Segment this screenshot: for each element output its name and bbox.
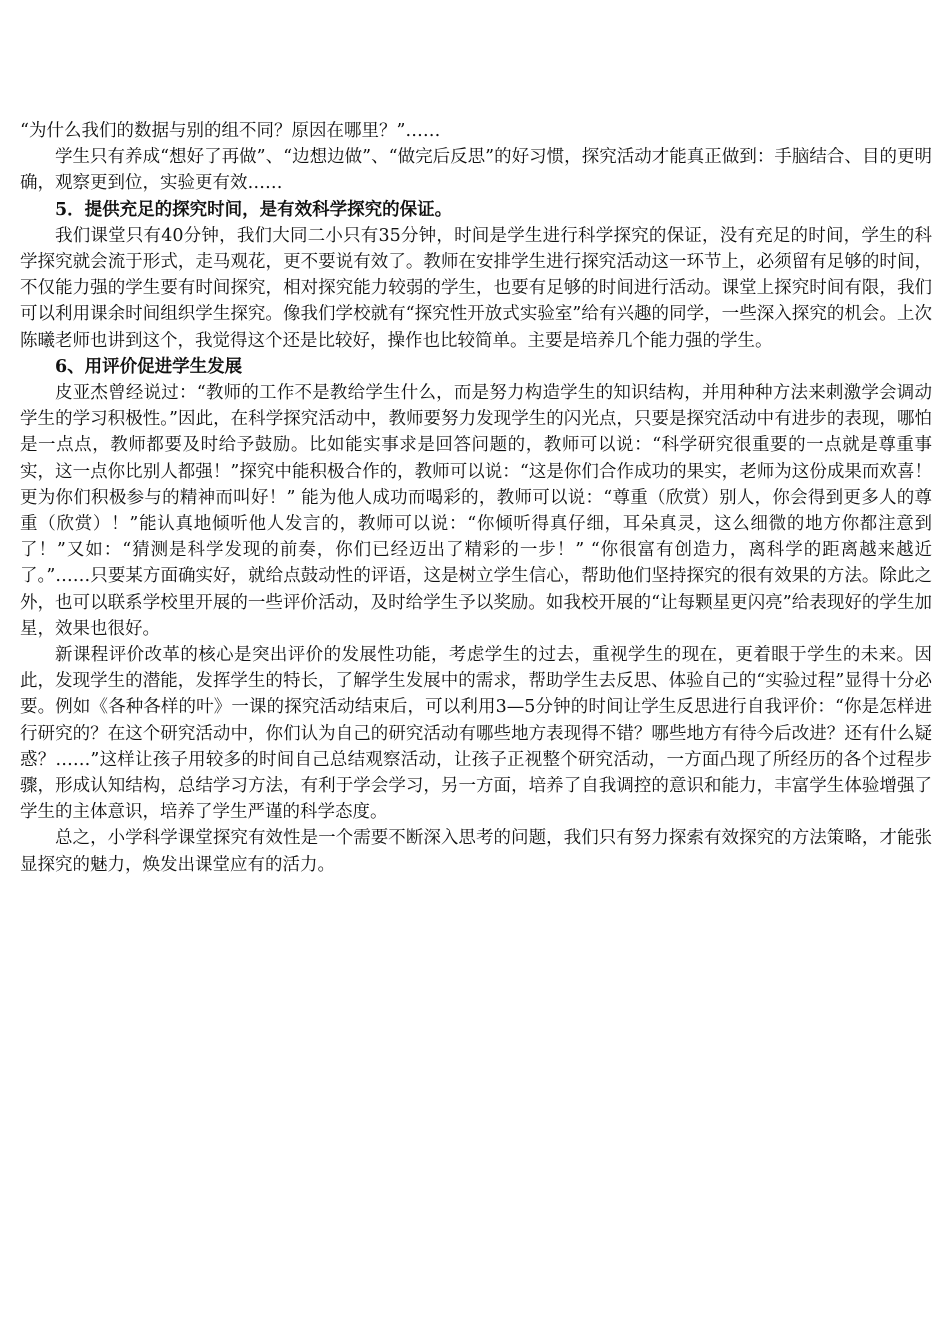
paragraph-conclusion: 总之，小学科学课堂探究有效性是一个需要不断深入思考的问题，我们只有努力探索有效探究的方法策略，才能张显探究的魅力，焕发出课堂应有的活力。 — [20, 828, 932, 875]
section-heading-5: 5．提供充足的探究时间，是有效科学探究的保证。 — [55, 199, 453, 220]
document-page — [20, 118, 932, 878]
paragraph-time-for-inquiry: 我们课堂只有40分钟，我们大同二小只有35分钟，时间是学生进行科学探究的保证，没有充足的时间，学生的科学探究就会流于形式，走马观花，更不要说有效了。教师在安排学生进行探究活动这一环节上，必须留有足够的时间，不仅能力强的学生要有时间探究，相对探究能力较弱的学生，也要有足够的时间进行活动。课堂上探究时间有限，我们可以利用课余时间组织学生探究。像我们学校就有“探究性开放式实验室”给有兴趣的同学，一些深入探究的机会。上次陈曦老师也讲到这个，我觉得这个还是比较好，操作也比较简单。主要是培养几个能力强的学生。 — [20, 225, 932, 351]
paragraph-curriculum-evaluation: 新课程评价改革的核心是突出评价的发展性功能，考虑学生的过去，重视学生的现在，更着眼于学生的未来。因此，发现学生的潜能，发挥学生的特长，了解学生发展中的需求，帮助学生去反思、体验自己的“实验过程”显得十分必要。例如《各种各样的叶》一课的探究活动结束后，可以利用3—5分钟的时间让学生反思进行自我评价：“你是怎样进行研究的？在这个研究活动中，你们认为自己的研究活动有哪些地方表现得不错？哪些地方有待今后改进？还有什么疑惑？……”这样让孩子用较多的时间自己总结观察活动，让孩子正视整个研究活动，一方面凸现了所经历的各个过程步骤，形成认知结构，总结学习方法，有利于学会学习，另一方面，培养了自我调控的意识和能力，丰富学生体验增强了学生的主体意识，培养了学生严谨的科学态度。 — [20, 645, 932, 823]
paragraph-piaget-evaluation: 皮亚杰曾经说过：“教师的工作不是教给学生什么，而是努力构造学生的知识结构，并用种种方法来刺激学会调动学生的学习积极性。”因此，在科学探究活动中，教师要努力发现学生的闪光点，只要是探究活动中有进步的表现，哪怕是一点点，教师都要及时给予鼓励。比如能实事求是回答问题的，教师可以说：“科学研究很重要的一点就是尊重事实，这一点你比别人都强！”探究中能积极合作的，教师可以说：“这是你们合作成功的果实，老师为这份成果而欢喜！更为你们积极参与的精神而叫好！” 能为他人成功而喝彩的，教师可以说：“尊重（欣赏）别人，你会得到更多人的尊重（欣赏）！”能认真地倾听他人发言的，教师可以说：“你倾听得真仔细，耳朵真灵，这么细微的地方你都注意到了！”又如：“猜测是科学发现的前奏，你们已经迈出了精彩的一步！” “你很富有创造力，离科学的距离越来越近了。”……只要某方面确实好，就给点鼓动性的评语，这是树立学生信心，帮助他们坚持探究的很有效果的方法。除此之外，也可以联系学校里开展的一些评价活动，及时给学生予以奖励。如我校开展的“让每颗星更闪亮”给表现好的学生加星，效果也很好。 — [20, 383, 932, 639]
paragraph-good-habits: 学生只有养成“想好了再做”、“边想边做”、“做完后反思”的好习惯，探究活动才能真正做到：手脑结合、目的更明确，观察更到位，实验更有效…… — [20, 147, 932, 194]
paragraph-question-continuation: “为什么我们的数据与别的组不同？原因在哪里？”…… — [20, 121, 441, 141]
section-heading-6: 6、用评价促进学生发展 — [55, 356, 243, 377]
